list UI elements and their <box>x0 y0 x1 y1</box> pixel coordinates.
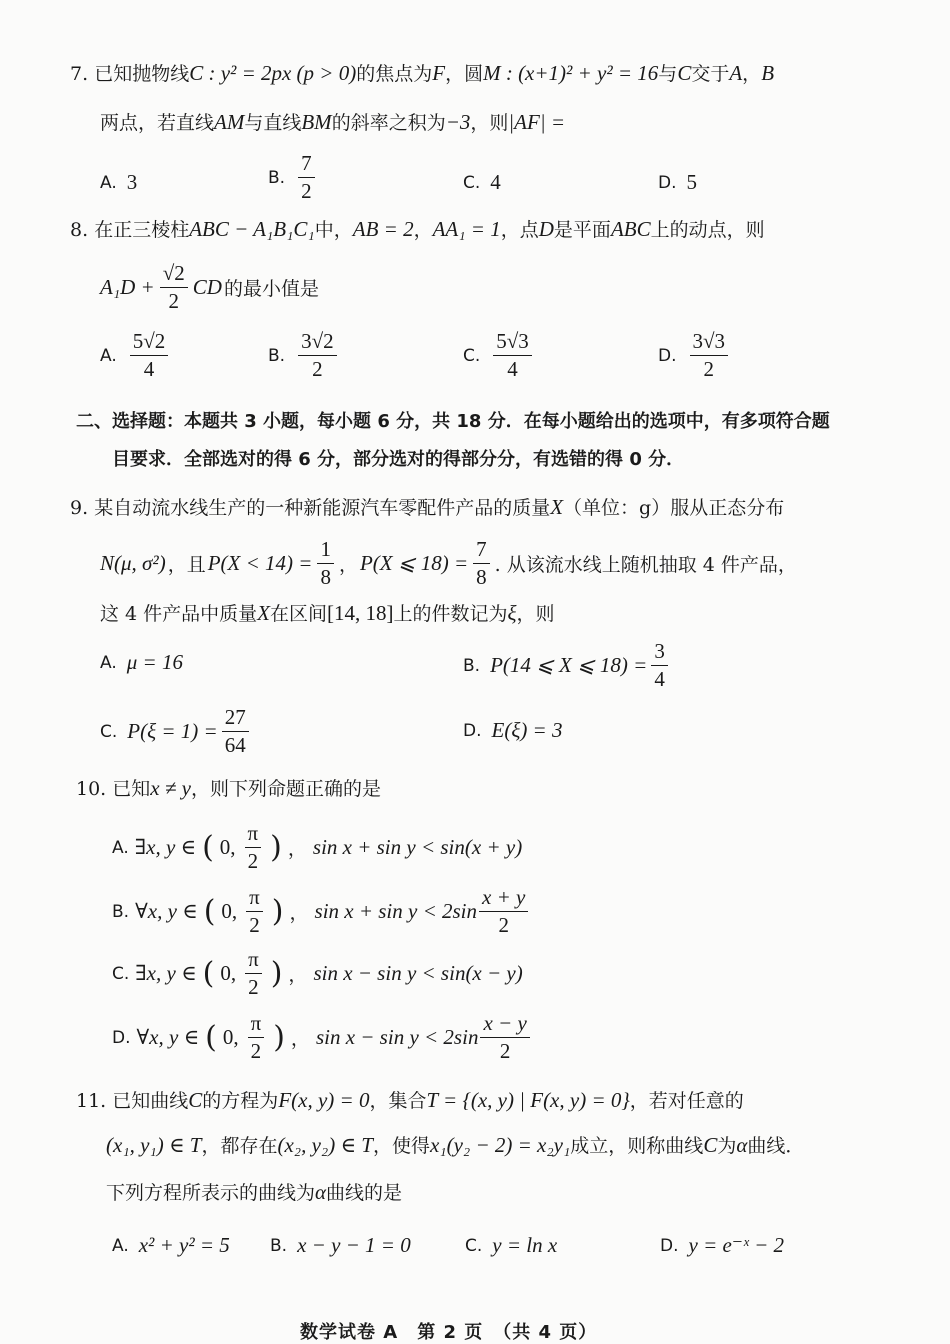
q9-option-c: C. P(ξ = 1) = $\frac{27}{64}$ <box>100 706 252 757</box>
q11-option-d: D. y = e⁻ˣ − 2 <box>660 1233 784 1257</box>
fraction: $\frac{27}{64}$ <box>222 706 249 757</box>
fraction: $\frac{\pi}{2}$ <box>248 1012 265 1063</box>
q10-line1: 10. 已知x ≠ y，则下列命题正确的是 <box>76 776 381 800</box>
q11-option-a: A. x² + y² = 5 <box>112 1233 230 1257</box>
q9-option-d: D. E(ξ) = 3 <box>463 718 563 742</box>
fraction: $\frac{5√2}{4}$ <box>130 330 169 381</box>
q9-option-b: B. P(14 ⩽ X ⩽ 18) = $\frac{3}{4}$ <box>463 640 671 691</box>
q10-option-b: B. ∀x, y ∈ ( 0, $\frac{\pi}{2}$ ) ， sin x + sin y < 2sin $\frac{x + y}{2}$ <box>112 886 531 937</box>
fraction: $\frac{7}{2}$ <box>298 152 315 203</box>
fraction: $\frac{5√3}{4}$ <box>493 330 532 381</box>
fraction: $\frac{\pi}{2}$ <box>245 822 262 873</box>
section2-heading-line2: 目要求．全部选对的得 6 分，部分选对的得部分分，有选错的得 0 分． <box>112 449 685 470</box>
q7-option-a: A. 3 <box>100 170 138 194</box>
q7-option-d: D. 5 <box>658 170 697 194</box>
q10-option-d: D. ∀x, y ∈ ( 0, $\frac{\pi}{2}$ ) ， sin x − sin y < 2sin $\frac{x - y}{2}$ <box>112 1012 533 1063</box>
q8-option-b: B. $\frac{3√2}{2}$ <box>268 330 340 381</box>
page-footer: 数学试卷 A 第 2 页 （共 4 页） <box>300 1322 598 1343</box>
q11-option-b: B. x − y − 1 = 0 <box>270 1233 411 1257</box>
fraction: $\frac{x + y}{2}$ <box>479 886 528 937</box>
q7-number: 7. <box>70 63 89 85</box>
q8-option-a: A. $\frac{5√2}{4}$ <box>100 330 171 381</box>
q10-number: 10. <box>76 778 107 800</box>
q9-line3: 这 4 件产品中质量X在区间[14, 18]上的件数记为ξ，则 <box>100 601 555 625</box>
fraction: $\frac{\pi}{2}$ <box>245 948 262 999</box>
q11-number: 11. <box>76 1090 107 1112</box>
q8-option-d: D. $\frac{3√3}{2}$ <box>658 330 731 381</box>
q8-number: 8. <box>70 219 89 241</box>
q7-option-b: B. $\frac{7}{2}$ <box>268 152 318 203</box>
q10-option-c: C. ∃x, y ∈ ( 0, $\frac{\pi}{2}$ ) ， sin x − sin y < sin(x − y) <box>112 947 523 1000</box>
q11-line3: 下列方程所表示的曲线为α曲线的是 <box>106 1180 403 1204</box>
fraction: $\frac{x - y}{2}$ <box>480 1012 529 1063</box>
fraction: $\frac{\pi}{2}$ <box>246 886 263 937</box>
section2-heading-line1: 二、选择题：本题共 3 小题，每小题 6 分，共 18 分．在每小题给出的选项中，有多项符合题 <box>76 411 830 432</box>
q9-line1: 9. 某自动流水线生产的一种新能源汽车零配件产品的质量X（单位：g）服从正态分布 <box>70 495 785 519</box>
q9-line2: N(μ, σ²) ，且 P(X < 14) = $\frac{1}{8}$ ， P(X ⩽ 18) = $\frac{7}{8}$ . 从该流水线上随机抽取 4 件产品， <box>100 537 797 590</box>
fraction: $\frac{√2}{2}$ <box>160 262 188 313</box>
q11-line2: (x₁, y₁) ∈ T，都存在(x₂, y₂) ∈ T，使得x₁(y₂ − 2) = x₂y₁成立，则称曲线C为α曲线． <box>106 1133 805 1157</box>
q8-option-c: C. $\frac{5√3}{4}$ <box>463 330 535 381</box>
q7-option-c: C. 4 <box>463 170 501 194</box>
fraction: $\frac{1}{8}$ <box>317 538 334 589</box>
q10-option-a: A. ∃x, y ∈ ( 0, $\frac{\pi}{2}$ ) ， sin x + sin y < sin(x + y) <box>112 821 523 874</box>
q8-line1: 8. 在正三棱柱ABC − A₁B₁C₁中，AB = 2，AA₁ = 1，点D是平面ABC上的动点，则 <box>70 217 765 241</box>
q11-line1: 11. 已知曲线C的方程为F(x, y) = 0，集合T = {(x, y) | F(x, y) = 0}，若对任意的 <box>76 1088 744 1112</box>
fraction: $\frac{3√3}{2}$ <box>690 330 729 381</box>
q9-option-a: A. μ = 16 <box>100 650 183 674</box>
fraction: $\frac{3}{4}$ <box>651 640 668 691</box>
q7-line2: 两点，若直线AM与直线BM的斜率之积为−3，则|AF| = <box>100 110 566 134</box>
fraction: $\frac{7}{8}$ <box>473 538 490 589</box>
fraction: $\frac{3√2}{2}$ <box>298 330 337 381</box>
q8-line2: A₁D + $\frac{√2}{2}$ CD 的最小值是 <box>100 261 319 314</box>
q9-number: 9. <box>70 497 89 519</box>
q7-line1: 7. 已知抛物线C : y² = 2px (p > 0)的焦点为F，圆M : (x+1)² + y² = 16与C交于A，B <box>70 61 775 85</box>
q11-option-c: C. y = ln x <box>465 1233 558 1257</box>
